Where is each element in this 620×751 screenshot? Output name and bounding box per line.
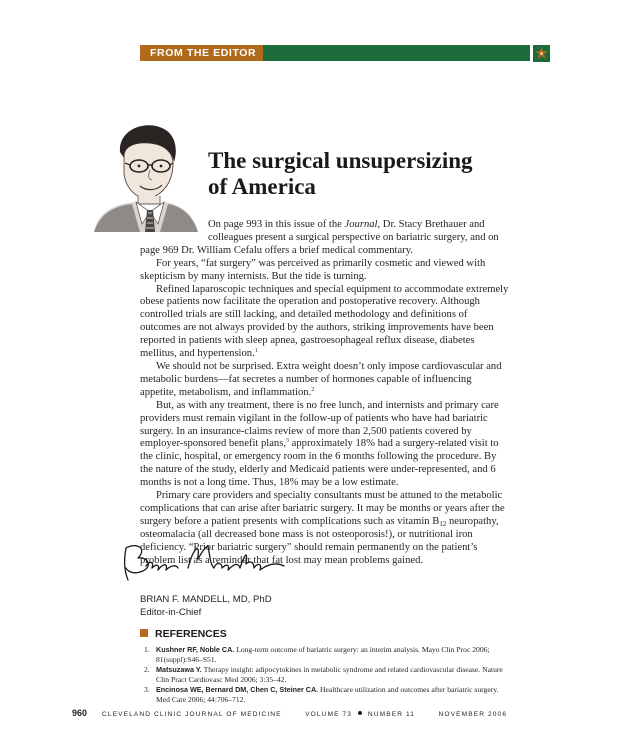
reference-number: 1.: [144, 645, 150, 654]
paragraph-4: [140, 361, 510, 400]
paragraph-6-text-b: neuropathy, osteomalacia (all decreased bone mass is not osteoporosis!), or nutritional iron deficiency. “Prior bariatric surgery” should remain permanently on the patient’s problem list as a reminder that fat lost may mean problems gained.: [140, 515, 499, 566]
reference-marker: 2: [311, 386, 315, 393]
author-signature: [118, 538, 288, 586]
page-number: 960: [72, 708, 88, 718]
author-name: BRIAN F. MANDELL, MD, PhD: [140, 594, 272, 605]
reference-item: [140, 645, 512, 664]
paragraph-4-text: We should not be surprised. Extra weight doesn’t only impose cardiovascular and metabolic burdens—fat secretes a number of hormones capable of influencing appetite, metabolism, and inflammation.: [140, 360, 502, 398]
reference-marker: 3: [286, 438, 290, 445]
paragraph-1-text-c: colleagues present a surgical perspective on bariatric surgery, and on: [208, 231, 499, 243]
paragraph-1: [140, 219, 510, 258]
paragraph-1-text-a: On page 993 in this issue of the: [208, 219, 345, 230]
author-portrait: [84, 112, 204, 232]
references-heading-text: REFERENCES: [155, 628, 227, 640]
bullet-dot-icon: [358, 711, 362, 715]
paragraph-5-text-a: But, as with any treatment, there is no free lunch, and internists and primary care providers must remain vigilant in the follow-up of patients who have had bariatric surgery. In an insurance-claims review of more than 2,500 patients covered by employer-sponsored benefit plans,: [140, 399, 499, 450]
reference-authors: Kushner RF, Noble CA.: [156, 645, 235, 654]
references-heading: [140, 628, 227, 640]
paragraph-2: For years, “fat surgery” was perceived as primarily cosmetic and viewed with skepticism by many internists. But the tide is turning.: [140, 257, 486, 282]
journal-logo-icon: [533, 45, 550, 62]
article-title-line1: The surgical unsupersizing: [208, 148, 473, 173]
reference-authors: Matsuzawa Y.: [156, 665, 202, 675]
square-bullet-icon: [140, 629, 148, 637]
paragraph-3: [140, 284, 510, 361]
journal-title: CLEVELAND CLINIC JOURNAL OF MEDICINE: [101, 711, 282, 718]
page-footer: [72, 708, 507, 718]
reference-marker: 1: [254, 348, 258, 355]
reference-text: Long-term outcome of bariatric surgery: an interim analysis. Mayo Clin Proc 2006; 81(suppl):S46–S51.: [156, 645, 490, 664]
subscript: 12: [439, 519, 447, 528]
reference-authors: Encinosa WE, Bernard DM, Chen C, Steiner CA.: [156, 685, 319, 695]
reference-text: Therapy insight: adipocytokines in metabolic syndrome and related cardiovascular disease. Nature Clin Pract Cardiovasc Med 2006; 3:35–42.: [156, 665, 503, 684]
reference-item: [140, 685, 512, 704]
reference-text: Healthcare utilization and outcomes after bariatric surgery. Med Care 2006; 44:706–712.: [156, 685, 499, 704]
paragraph-6-text-a: Primary care providers and specialty consultants must be attuned to the metabolic complications that can arise after bariatric surgery. It may be months or years after the surgery before a patient presents with complications such as vitamin B: [140, 490, 505, 527]
reference-item: [140, 665, 512, 684]
article-body: [140, 219, 510, 567]
paragraph-5: [140, 400, 510, 490]
author-role: Editor-in-Chief: [140, 607, 202, 618]
reference-number: 3.: [144, 685, 150, 695]
paragraph-1-text-d: page 969 Dr. William Cefalu offers a brief medical commentary.: [140, 244, 413, 256]
references-list: [140, 645, 512, 706]
author-block: [140, 593, 272, 619]
paragraph-1-text-b: , Dr. Stacy Brethauer and: [377, 219, 485, 230]
journal-name: Journal: [344, 219, 378, 230]
article-title-line2: of America: [208, 174, 316, 199]
article-title: [208, 148, 568, 200]
reference-number: 2.: [144, 665, 150, 675]
issue-date: NOVEMBER 2006: [438, 711, 508, 718]
section-label: FROM THE EDITOR: [140, 45, 263, 61]
issue-number: NUMBER 11: [367, 711, 416, 718]
paragraph-5-text-b: approximately 18% had a surgery-related visit to the clinic, hospital, or emergency room in the 6 months following the procedure. By the nature of the study, elderly and Medicaid patients were under-represented, and 6 months is not a long time. Thus, 18% may be a low estimate.: [140, 438, 499, 489]
section-header-bar: [140, 45, 530, 61]
paragraph-3-text: Refined laparoscopic techniques and special equipment to accommodate extremely obese patients now facilitate the operation and postoperative recovery. Although controlled trials are still lacking, and detailed methodology and definitions of outcomes are not always provided by the authors, striking improvements have been reported in patients with sleep apnea, gastroesophageal reflux disease, diabetes mellitus, and hypertension.: [140, 283, 509, 360]
volume: VOLUME 73: [305, 711, 353, 718]
